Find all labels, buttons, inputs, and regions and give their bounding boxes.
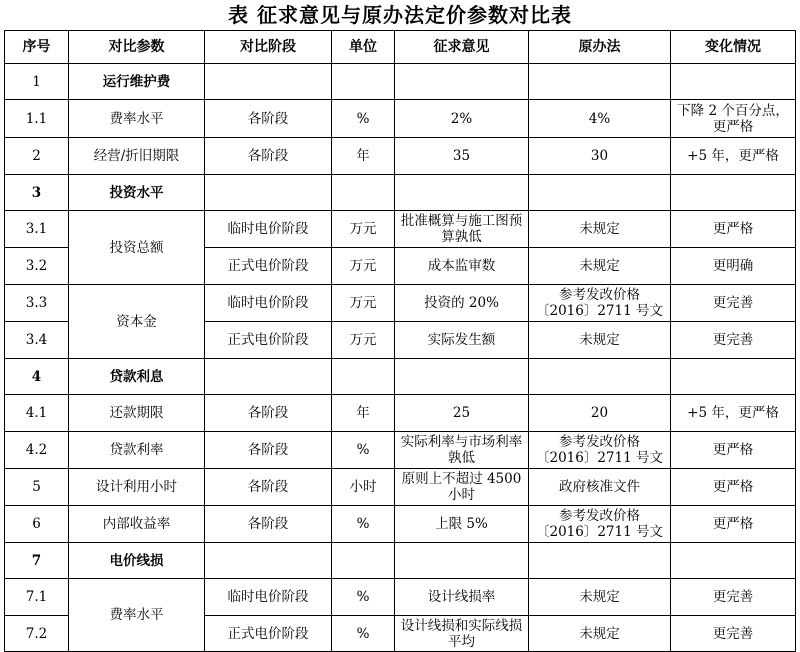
draft-cell: 实际利率与市场利率孰低	[395, 432, 529, 469]
comparison-table	[4, 30, 796, 652]
table-row	[5, 175, 796, 211]
unit-cell: %	[332, 579, 395, 616]
change-cell: 更完善	[671, 616, 796, 652]
draft-cell: 实际发生额	[395, 322, 529, 359]
stage-cell: 各阶段	[205, 432, 332, 469]
header-cell: 征求意见	[395, 31, 529, 64]
draft-cell: 批准概算与施工图预算孰低	[395, 211, 529, 248]
param-cell: 经营/折旧期限	[69, 138, 205, 175]
row-number: 2	[5, 138, 69, 175]
change-cell: 更完善	[671, 322, 796, 359]
table-row	[5, 579, 796, 616]
orig-cell: 30	[529, 138, 671, 175]
stage-cell: 各阶段	[205, 100, 332, 138]
draft-cell: 原则上不超过 4500 小时	[395, 469, 529, 506]
header-cell: 对比阶段	[205, 31, 332, 64]
draft-cell: 35	[395, 138, 529, 175]
header-cell: 原办法	[529, 31, 671, 64]
table-row	[5, 211, 796, 248]
change-cell: +5 年，更严格	[671, 395, 796, 432]
table-row	[5, 138, 796, 175]
orig-cell: 4%	[529, 100, 671, 138]
change-cell: 更明确	[671, 248, 796, 285]
row-number: 1	[5, 64, 69, 100]
draft-cell: 设计线损率	[395, 579, 529, 616]
stage-cell: 各阶段	[205, 138, 332, 175]
unit-cell: %	[332, 100, 395, 138]
unit-cell: %	[332, 432, 395, 469]
header-cell: 变化情况	[671, 31, 796, 64]
row-number: 3.3	[5, 285, 69, 322]
draft-cell: 成本监审数	[395, 248, 529, 285]
draft-cell: 25	[395, 395, 529, 432]
stage-cell: 正式电价阶段	[205, 322, 332, 359]
row-number: 7	[5, 543, 69, 579]
unit-cell: %	[332, 616, 395, 652]
table-row	[5, 64, 796, 100]
row-number: 3.2	[5, 248, 69, 285]
unit-cell: 万元	[332, 248, 395, 285]
row-number: 4.2	[5, 432, 69, 469]
orig-cell: 未规定	[529, 211, 671, 248]
stage-cell: 临时电价阶段	[205, 579, 332, 616]
orig-cell: 未规定	[529, 579, 671, 616]
orig-cell: 未规定	[529, 322, 671, 359]
row-number: 7.2	[5, 616, 69, 652]
table-row	[5, 506, 796, 543]
unit-cell: 年	[332, 395, 395, 432]
orig-cell: 未规定	[529, 248, 671, 285]
param-cell: 费率水平	[69, 579, 205, 652]
param-cell: 贷款利率	[69, 432, 205, 469]
stage-cell: 各阶段	[205, 395, 332, 432]
row-number: 3	[5, 175, 69, 211]
header-cell: 单位	[332, 31, 395, 64]
param-cell: 内部收益率	[69, 506, 205, 543]
stage-cell: 正式电价阶段	[205, 248, 332, 285]
row-number: 4	[5, 359, 69, 395]
orig-cell: 未规定	[529, 616, 671, 652]
section-title: 贷款利息	[69, 359, 205, 395]
unit-cell: 万元	[332, 285, 395, 322]
param-cell: 还款期限	[69, 395, 205, 432]
stage-cell: 各阶段	[205, 469, 332, 506]
orig-cell: 参考发改价格〔2016〕2711 号文	[529, 432, 671, 469]
header-cell: 序号	[5, 31, 69, 64]
change-cell: 更严格	[671, 469, 796, 506]
stage-cell: 正式电价阶段	[205, 616, 332, 652]
orig-cell: 20	[529, 395, 671, 432]
orig-cell: 参考发改价格〔2016〕2711 号文	[529, 285, 671, 322]
stage-cell: 临时电价阶段	[205, 285, 332, 322]
draft-cell: 上限 5%	[395, 506, 529, 543]
table-row	[5, 395, 796, 432]
section-title: 电价线损	[69, 543, 205, 579]
unit-cell: 年	[332, 138, 395, 175]
change-cell: 更完善	[671, 579, 796, 616]
stage-cell: 各阶段	[205, 506, 332, 543]
table-row	[5, 100, 796, 138]
table-title: 表 征求意见与原办法定价参数对比表	[228, 3, 572, 27]
draft-cell: 设计线损和实际线损平均	[395, 616, 529, 652]
orig-cell: 政府核准文件	[529, 469, 671, 506]
unit-cell: 万元	[332, 211, 395, 248]
change-cell: 更严格	[671, 211, 796, 248]
row-number: 5	[5, 469, 69, 506]
change-cell: 更严格	[671, 432, 796, 469]
row-number: 6	[5, 506, 69, 543]
unit-cell: 小时	[332, 469, 395, 506]
header-cell: 对比参数	[69, 31, 205, 64]
orig-cell: 参考发改价格〔2016〕2711 号文	[529, 506, 671, 543]
unit-cell: %	[332, 506, 395, 543]
stage-cell: 临时电价阶段	[205, 211, 332, 248]
param-cell: 投资总额	[69, 211, 205, 285]
param-cell: 设计利用小时	[69, 469, 205, 506]
table-row	[5, 543, 796, 579]
param-cell: 费率水平	[69, 100, 205, 138]
section-title: 运行维护费	[69, 64, 205, 100]
unit-cell: 万元	[332, 322, 395, 359]
change-cell: +5 年，更严格	[671, 138, 796, 175]
row-number: 1.1	[5, 100, 69, 138]
row-number: 3.1	[5, 211, 69, 248]
draft-cell: 投资的 20%	[395, 285, 529, 322]
header-row	[5, 31, 796, 64]
row-number: 4.1	[5, 395, 69, 432]
table-row	[5, 432, 796, 469]
change-cell: 更完善	[671, 285, 796, 322]
row-number: 3.4	[5, 322, 69, 359]
param-cell: 资本金	[69, 285, 205, 359]
table-row	[5, 469, 796, 506]
section-title: 投资水平	[69, 175, 205, 211]
change-cell: 下降 2 个百分点，更严格	[671, 100, 796, 138]
draft-cell: 2%	[395, 100, 529, 138]
change-cell: 更严格	[671, 506, 796, 543]
table-row	[5, 359, 796, 395]
table-row	[5, 285, 796, 322]
row-number: 7.1	[5, 579, 69, 616]
